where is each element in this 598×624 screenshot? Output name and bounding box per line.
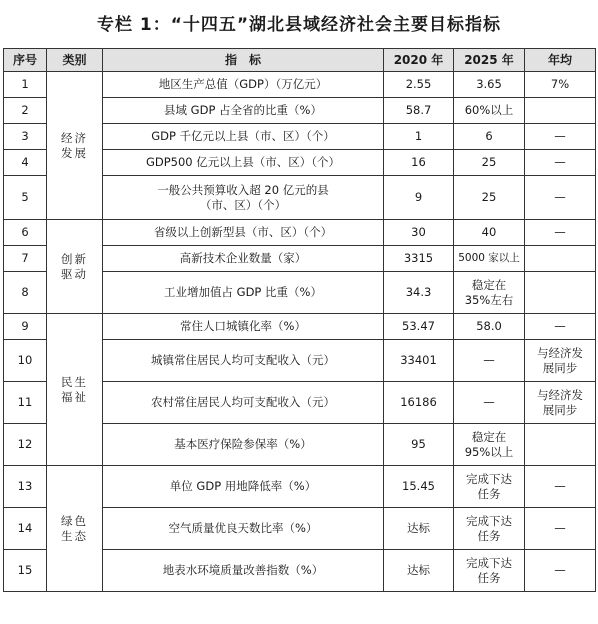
- annual-average: [525, 246, 596, 272]
- indicator-cell: 工业增加值占 GDP 比重（%）: [103, 272, 384, 314]
- indicator-cell: 基本医疗保险参保率（%）: [103, 424, 384, 466]
- indicator-table: [3, 48, 596, 592]
- annual-average: [525, 272, 596, 314]
- value-2020: 53.47: [384, 314, 454, 340]
- target-2025: 完成下达任务: [454, 466, 525, 508]
- target-2025: 5000 家以上: [454, 246, 525, 272]
- annual-average: —: [525, 466, 596, 508]
- value-2020: 30: [384, 220, 454, 246]
- annual-average: 与经济发展同步: [525, 340, 596, 382]
- value-2020: 16: [384, 150, 454, 176]
- value-2020: 34.3: [384, 272, 454, 314]
- indicator-cell: 地表水环境质量改善指数（%）: [103, 550, 384, 592]
- target-2025: 稳定在 35%左右: [454, 272, 525, 314]
- table-title: 专栏 1：“十四五”湖北县域经济社会主要目标指标: [96, 15, 502, 35]
- target-2025: 完成下达任务: [454, 550, 525, 592]
- indicator-cell: 农村常住居民人均可支配收入（元）: [103, 382, 384, 424]
- table-header-row: [4, 49, 596, 72]
- value-2020: 1: [384, 124, 454, 150]
- annual-average: —: [525, 150, 596, 176]
- value-2020: 达标: [384, 508, 454, 550]
- annual-average: [525, 424, 596, 466]
- header-no: 序号: [4, 49, 47, 72]
- annual-average: —: [525, 508, 596, 550]
- row-no: 4: [4, 150, 47, 176]
- target-2025: 58.0: [454, 314, 525, 340]
- value-2020: 33401: [384, 340, 454, 382]
- indicator-cell: GDP500 亿元以上县（市、区）（个）: [103, 150, 384, 176]
- value-2020: 15.45: [384, 466, 454, 508]
- category-cell: [47, 72, 103, 220]
- header-average: 年均: [525, 49, 596, 72]
- category-cell: [47, 314, 103, 466]
- row-no: 1: [4, 72, 47, 98]
- row-no: 8: [4, 272, 47, 314]
- category-cell: [47, 220, 103, 314]
- table-row: [4, 220, 596, 246]
- annual-average: [525, 98, 596, 124]
- annual-average: —: [525, 550, 596, 592]
- value-2020: 3315: [384, 246, 454, 272]
- table-row: [4, 314, 596, 340]
- value-2020: 9: [384, 176, 454, 220]
- target-2025: 60%以上: [454, 98, 525, 124]
- target-2025: 25: [454, 150, 525, 176]
- category-label: 生态: [61, 528, 88, 543]
- category-label: 经济: [61, 130, 88, 145]
- value-2020: 16186: [384, 382, 454, 424]
- category-cell: [47, 466, 103, 592]
- indicator-cell: 常住人口城镇化率（%）: [103, 314, 384, 340]
- annual-average: —: [525, 176, 596, 220]
- target-2025: 3.65: [454, 72, 525, 98]
- target-2025: 稳定在 95%以上: [454, 424, 525, 466]
- row-no: 12: [4, 424, 47, 466]
- annual-average: —: [525, 220, 596, 246]
- row-no: 6: [4, 220, 47, 246]
- row-no: 11: [4, 382, 47, 424]
- value-2020: 2.55: [384, 72, 454, 98]
- annual-average: 7%: [525, 72, 596, 98]
- indicator-cell: 空气质量优良天数比率（%）: [103, 508, 384, 550]
- header-2020: 2020 年: [384, 49, 454, 72]
- category-label: 驱动: [61, 266, 88, 281]
- indicator-cell: 高新技术企业数量（家）: [103, 246, 384, 272]
- row-no: 10: [4, 340, 47, 382]
- indicator-cell: 单位 GDP 用地降低率（%）: [103, 466, 384, 508]
- indicator-cell: 县域 GDP 占全省的比重（%）: [103, 98, 384, 124]
- category-label: 福祉: [61, 389, 88, 404]
- table-row: [4, 466, 596, 508]
- row-no: 2: [4, 98, 47, 124]
- target-2025: 完成下达任务: [454, 508, 525, 550]
- target-2025: —: [454, 382, 525, 424]
- row-no: 5: [4, 176, 47, 220]
- row-no: 13: [4, 466, 47, 508]
- value-2020: 95: [384, 424, 454, 466]
- row-no: 15: [4, 550, 47, 592]
- value-2020: 达标: [384, 550, 454, 592]
- row-no: 14: [4, 508, 47, 550]
- header-indicator: 指 标: [103, 49, 384, 72]
- value-2020: 58.7: [384, 98, 454, 124]
- category-label: 民生: [61, 374, 88, 389]
- indicator-cell: 省级以上创新型县（市、区）（个）: [103, 220, 384, 246]
- indicator-cell: 地区生产总值（GDP）（万亿元）: [103, 72, 384, 98]
- header-category: 类别: [47, 49, 103, 72]
- target-2025: 40: [454, 220, 525, 246]
- row-no: 3: [4, 124, 47, 150]
- row-no: 7: [4, 246, 47, 272]
- row-no: 9: [4, 314, 47, 340]
- indicator-cell: 一般公共预算收入超 20 亿元的县（市、区）（个）: [103, 176, 384, 220]
- category-label: 发展: [61, 145, 88, 160]
- indicator-cell: GDP 千亿元以上县（市、区）（个）: [103, 124, 384, 150]
- target-2025: —: [454, 340, 525, 382]
- target-2025: 25: [454, 176, 525, 220]
- target-2025: 6: [454, 124, 525, 150]
- indicator-cell: 城镇常住居民人均可支配收入（元）: [103, 340, 384, 382]
- annual-average: —: [525, 314, 596, 340]
- annual-average: 与经济发展同步: [525, 382, 596, 424]
- annual-average: —: [525, 124, 596, 150]
- table-row: [4, 72, 596, 98]
- category-label: 绿色: [61, 513, 88, 528]
- header-2025: 2025 年: [454, 49, 525, 72]
- category-label: 创新: [61, 251, 88, 266]
